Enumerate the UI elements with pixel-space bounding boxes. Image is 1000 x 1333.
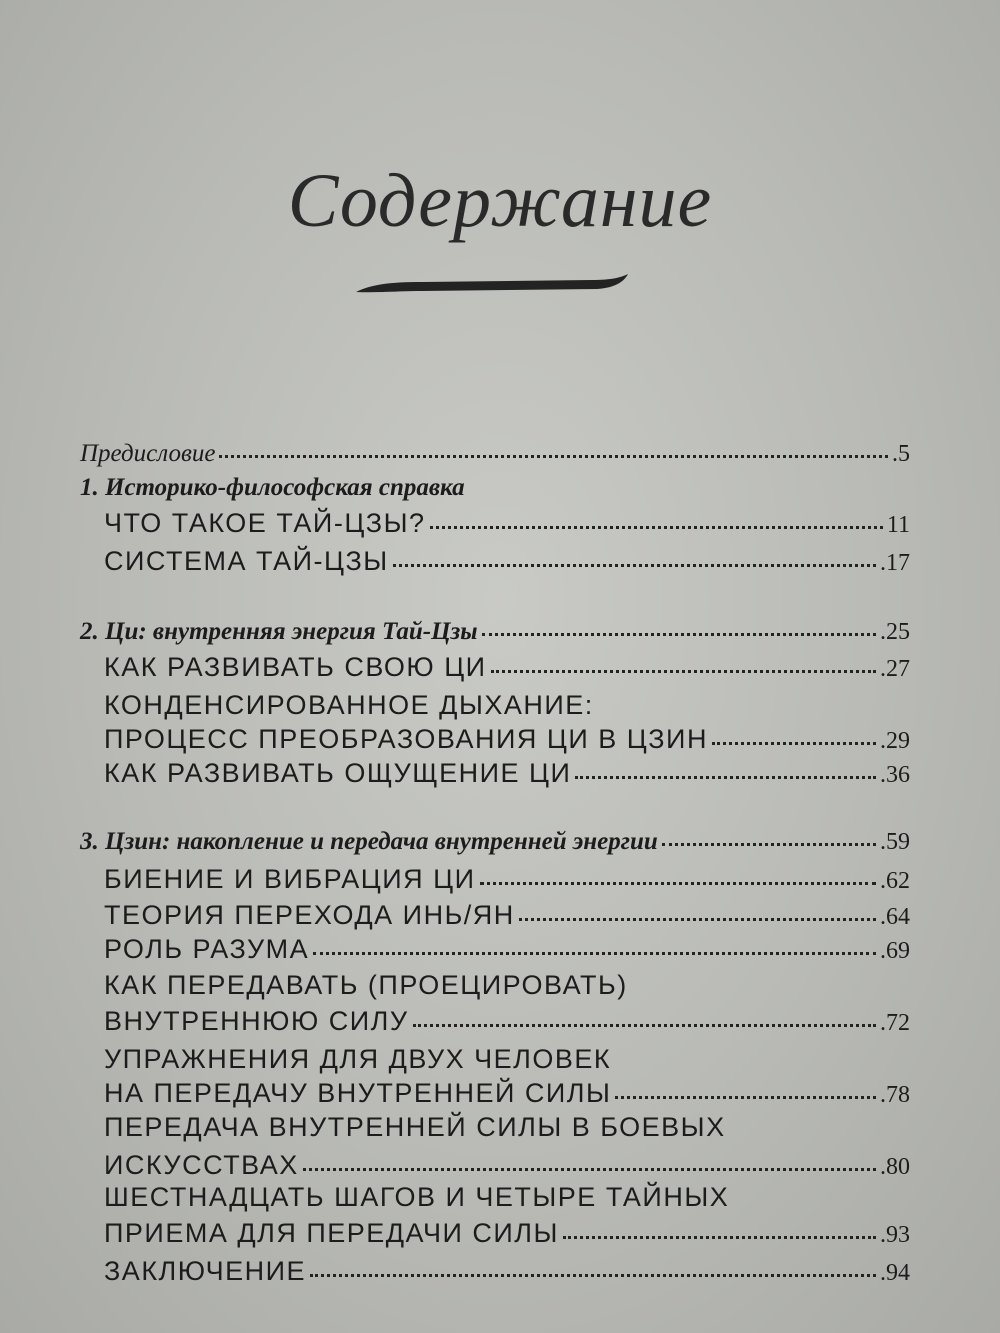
- toc-entry-title: НА ПЕРЕДАЧУ ВНУТРЕННЕЙ СИЛЫ: [104, 1078, 612, 1108]
- toc-entry[interactable]: [104, 1256, 910, 1296]
- toc-entry-title: ВНУТРЕННЮЮ СИЛУ: [104, 1006, 409, 1036]
- toc-entry[interactable]: [104, 1182, 910, 1222]
- dot-leader: [219, 454, 888, 458]
- toc-entry-title: ПРОЦЕСС ПРЕОБРАЗОВАНИЯ ЦИ В ЦЗИН: [104, 724, 708, 754]
- toc-entry-title: УПРАЖНЕНИЯ ДЛЯ ДВУХ ЧЕЛОВЕК: [104, 1044, 612, 1074]
- toc-entry[interactable]: [104, 758, 910, 798]
- toc-entry[interactable]: [104, 508, 910, 548]
- toc-entry-page: .5: [892, 441, 910, 467]
- toc-entry-title: СИСТЕМА ТАЙ-ЦЗЫ: [104, 546, 389, 576]
- dot-leader: [712, 741, 876, 745]
- dot-leader: [303, 1167, 876, 1171]
- ornament-swash: [352, 272, 632, 298]
- toc-entry-page: .29: [880, 728, 910, 754]
- toc-entry[interactable]: [104, 864, 910, 904]
- toc-entry-page: .72: [880, 1010, 910, 1036]
- toc-entry-title: 2. Ци: внутренняя энергия Тай-Цзы: [80, 618, 478, 645]
- dot-leader: [313, 951, 876, 955]
- toc-entry-page: .94: [880, 1260, 910, 1286]
- dot-leader: [430, 525, 883, 529]
- dot-leader: [393, 563, 876, 567]
- toc-entry-page: .36: [880, 762, 910, 788]
- toc-entry[interactable]: [104, 546, 910, 586]
- dot-leader: [615, 1095, 876, 1099]
- toc-entry-page: .62: [880, 868, 910, 894]
- toc-entry-title: КАК РАЗВИВАТЬ СВОЮ ЦИ: [104, 652, 487, 682]
- toc-entry-page: .78: [880, 1082, 910, 1108]
- dot-leader: [491, 669, 876, 673]
- toc-entry-title: Предисловие: [80, 440, 216, 467]
- toc-entry-page: .27: [880, 656, 910, 682]
- toc-entry-title: КОНДЕНСИРОВАННОЕ ДЫХАНИЕ:: [104, 690, 594, 720]
- dot-leader: [575, 775, 876, 779]
- toc-entry-title: 1. Историко-философская справка: [80, 474, 465, 501]
- toc-entry-page: 11: [886, 512, 910, 538]
- toc-entry-title: БИЕНИЕ И ВИБРАЦИЯ ЦИ: [104, 864, 476, 894]
- toc-entry[interactable]: [104, 970, 910, 1010]
- toc-entry-title: 3. Цзин: накопление и передача внутренней энергии: [80, 828, 658, 855]
- toc-entry-page: .69: [880, 938, 910, 964]
- toc-entry-title: КАК ПЕРЕДАВАТЬ (ПРОЕЦИРОВАТЬ): [104, 970, 628, 1000]
- toc-entry-page: .80: [880, 1154, 910, 1180]
- dot-leader: [519, 917, 876, 921]
- toc-entry-title: ЗАКЛЮЧЕНИЕ: [104, 1256, 307, 1286]
- dot-leader: [310, 1273, 876, 1277]
- toc-entry[interactable]: [104, 1218, 910, 1258]
- toc-entry-title: РОЛЬ РАЗУМА: [104, 934, 310, 964]
- toc-entry-page: .25: [880, 619, 910, 645]
- dot-leader: [480, 881, 876, 885]
- toc-entry-title: ПЕРЕДАЧА ВНУТРЕННЕЙ СИЛЫ В БОЕВЫХ: [104, 1112, 726, 1142]
- toc-entry-title: ПРИЕМА ДЛЯ ПЕРЕДАЧИ СИЛЫ: [104, 1218, 559, 1248]
- toc-entry-page: .64: [880, 904, 910, 930]
- toc-entry-title: ИСКУССТВАХ: [104, 1150, 299, 1180]
- toc-entry-title: ШЕСТНАДЦАТЬ ШАГОВ И ЧЕТЫРЕ ТАЙНЫХ: [104, 1182, 730, 1212]
- dot-leader: [662, 842, 876, 846]
- toc-entry[interactable]: [104, 1112, 910, 1152]
- toc-entry[interactable]: [104, 652, 910, 692]
- toc-entry[interactable]: [80, 828, 910, 868]
- toc-entry[interactable]: [104, 1006, 910, 1046]
- toc-entry-title: ТЕОРИЯ ПЕРЕХОДА ИНЬ/ЯН: [104, 900, 515, 930]
- toc-entry-page: .17: [880, 550, 910, 576]
- toc-entry-page: .59: [880, 829, 910, 855]
- dot-leader: [482, 632, 876, 636]
- toc-entry-title: ЧТО ТАКОЕ ТАЙ-ЦЗЫ?: [104, 508, 426, 538]
- toc-entry-title: КАК РАЗВИВАТЬ ОЩУЩЕНИЕ ЦИ: [104, 758, 572, 788]
- toc-entry[interactable]: [104, 934, 910, 974]
- page-title: Содержание: [287, 159, 713, 243]
- dot-leader: [413, 1023, 877, 1027]
- toc-entry-page: .93: [880, 1222, 910, 1248]
- dot-leader: [563, 1235, 876, 1239]
